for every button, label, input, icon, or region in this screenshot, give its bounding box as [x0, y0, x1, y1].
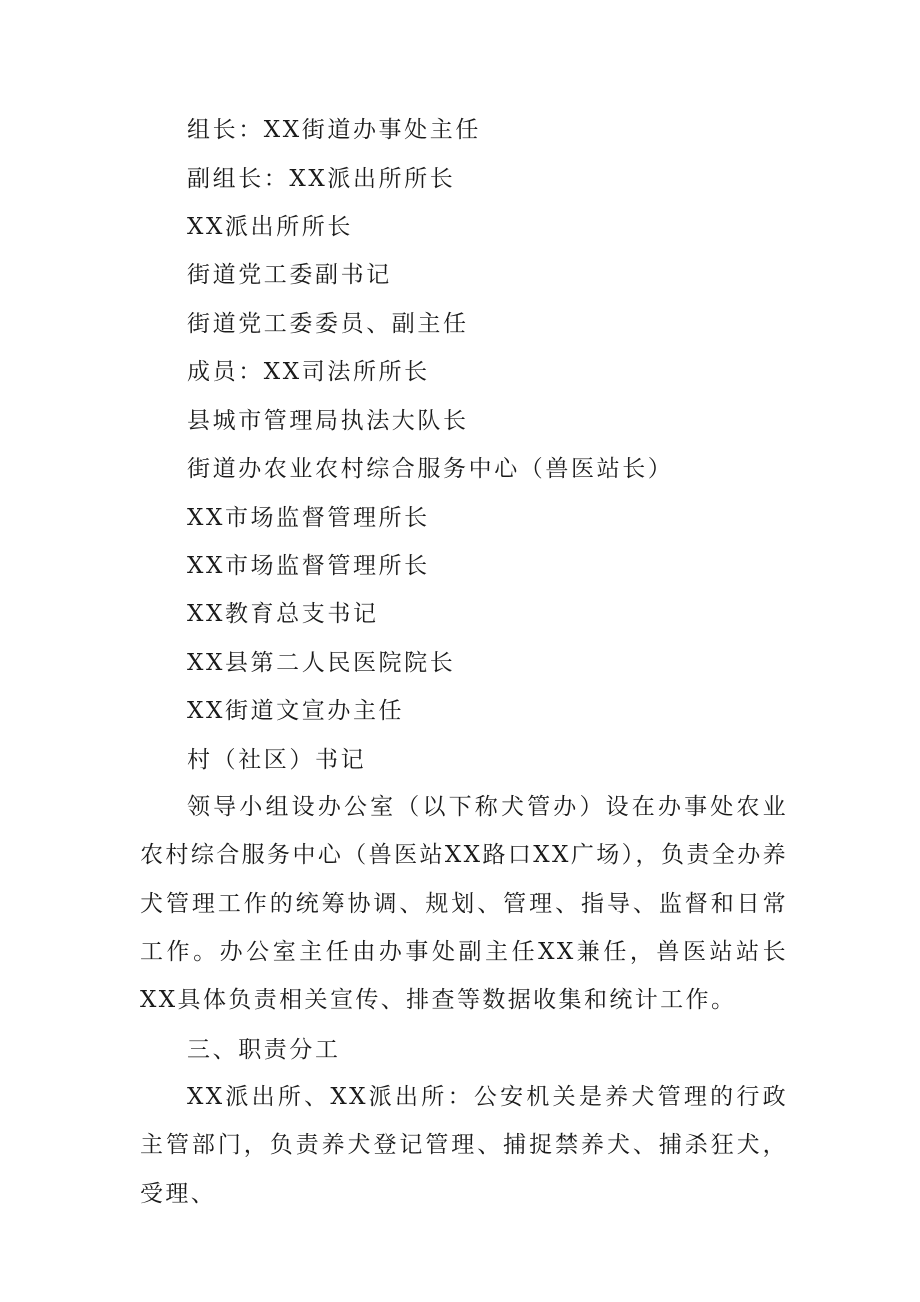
roster-line-urban-management: 县城市管理局执法大队长: [187, 408, 469, 434]
duty-paragraph: XX派出所、XX派出所：公安机关是养犬管理的行政主管部门，负责养犬登记管理、捕捉禁养犬、捕杀狂犬，受理、: [140, 1084, 788, 1207]
roster-line-market-supervision-1: XX市场监督管理所长: [187, 505, 430, 531]
roster-line-leader: 组长：XX街道办事处主任: [187, 117, 481, 143]
roster-line-police-chief: XX派出所所长: [187, 214, 353, 240]
roster-line-market-supervision-2: XX市场监督管理所长: [187, 553, 430, 579]
roster-line-agriculture-center: 街道办农业农村综合服务中心（兽医站长）: [187, 456, 674, 482]
section-heading: 三、职责分工: [187, 1037, 341, 1063]
roster-line-hospital: XX县第二人民医院院长: [187, 650, 456, 676]
roster-line-party-committee-member: 街道党工委委员、副主任: [187, 311, 469, 337]
roster-line-members-justice: 成员：XX司法所所长: [187, 359, 430, 385]
office-paragraph: 领导小组设办公室（以下称犬管办）设在办事处农业农村综合服务中心（兽医站XX路口XX广场），负责全办养犬管理工作的统筹协调、规划、管理、指导、监督和日常工作。办公室主任由办事处副主任XX兼任，兽医站站长XX具体负责相关宣传、排查等数据收集和统计工作。: [140, 794, 788, 1014]
roster-line-village-secretary: 村（社区）书记: [187, 747, 367, 773]
roster-line-party-deputy-secretary: 街道党工委副书记: [187, 262, 392, 288]
roster-line-education: XX教育总支书记: [187, 601, 379, 627]
roster-line-publicity-office: XX街道文宣办主任: [187, 698, 405, 724]
roster-line-deputy-leader: 副组长：XX派出所所长: [187, 166, 456, 192]
